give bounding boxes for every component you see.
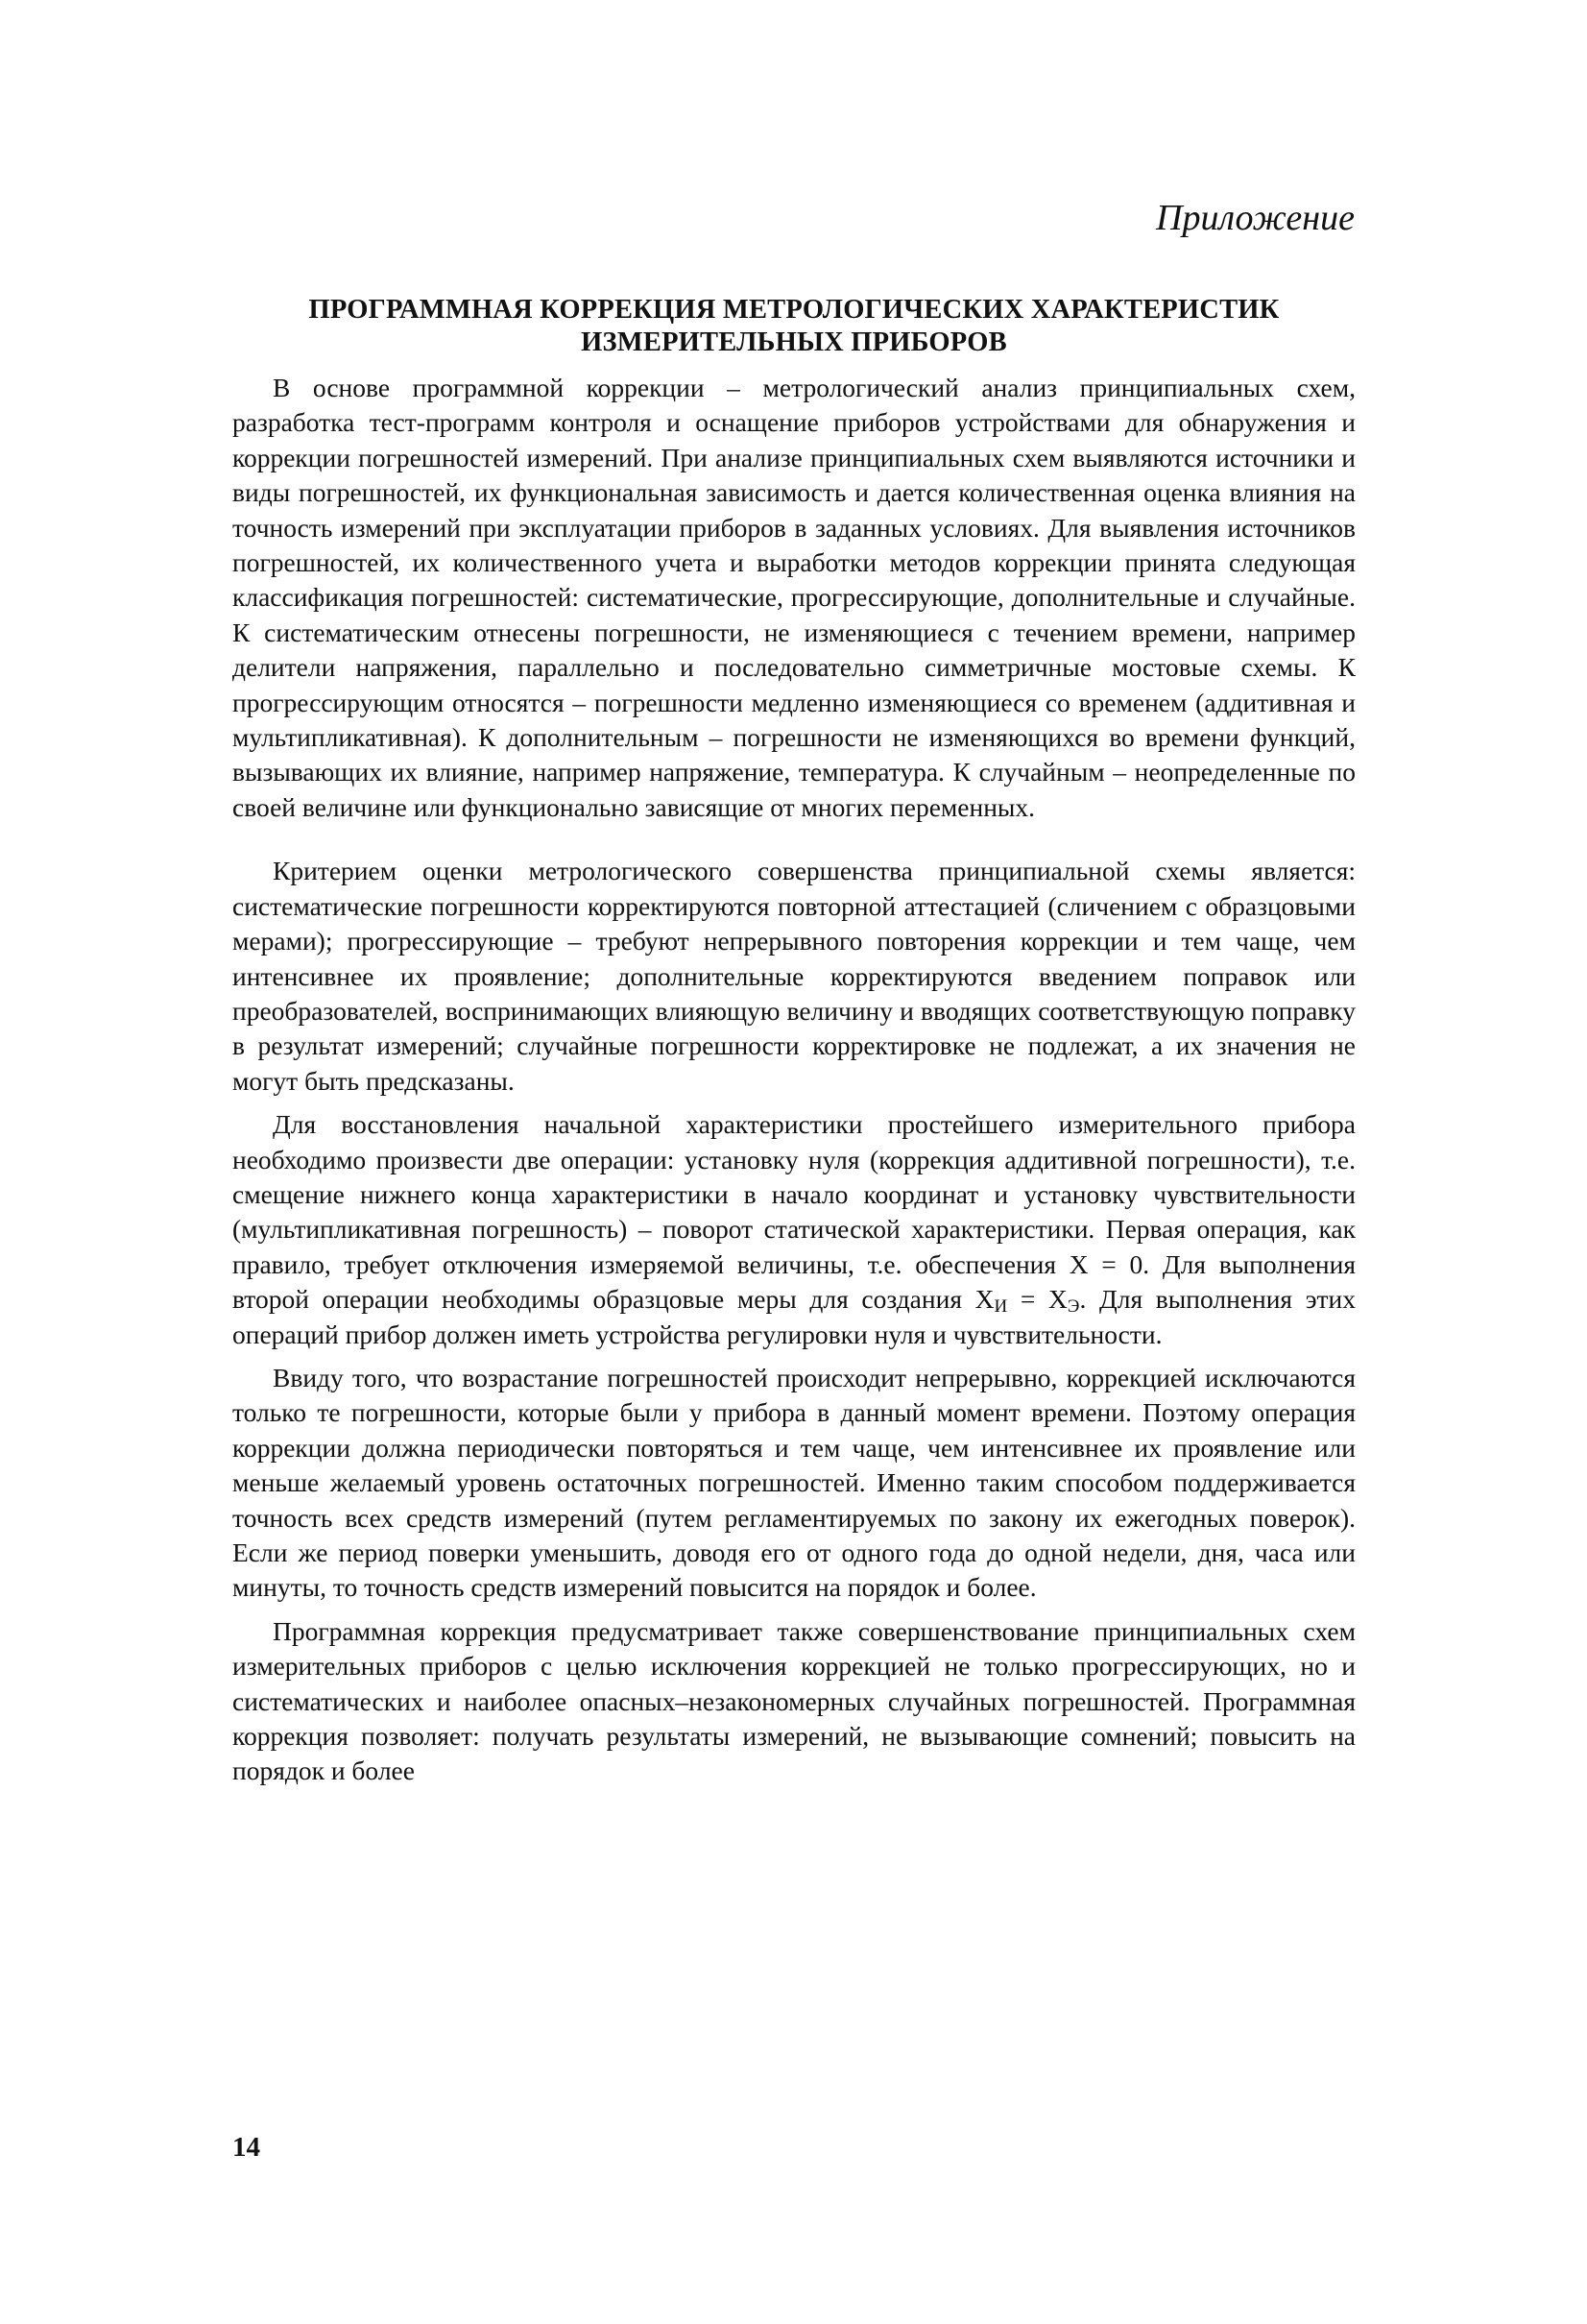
subscript-measured: И [994,1296,1008,1318]
paragraph-1: В основе программной коррекции – метрологический анализ принципиальных схем, разработка тест-программ контроля и оснащение приборов устройствами для обнаружения и коррекции погрешностей измерений. При анализе принципиальных схем выявляются источники и виды погрешностей, их функциональная зависимость и дается количественная оценка влияния на точность измерений при эксплуатации приборов в заданных условиях. Для выявления источников погрешностей, их количественного учета и выработки методов коррекции принята следующая классификация погрешностей: систематические, прогрессирующие, дополнительные и случайные. К систематическим отнесены погрешности, не изменяющиеся с течением времени, например делители напряжения, параллельно и последовательно симметричные мостовые схемы. К прогрессирующим относятся – погрешности медленно изменяющиеся со временем (аддитивная и мультипликативная). К дополнительным – погрешности не изменяющихся во времени функций, вызывающих их влияние, например напряжение, температура. К случайным – неопределенные по своей величине или функционально зависящие от многих переменных. [232,373,1356,822]
subscript-reference: Э [1067,1296,1080,1318]
paragraph-3 [232,1107,1356,1352]
section-title [232,294,1356,359]
paragraph-5: Программная коррекция предусматривает также совершенствование принципиальных схем измерительных приборов с целью исключения коррекцией не только прогрессирующих, но и систематических и наиболее опасных–незакономерных случайных погрешностей. Программная коррекция позволяет: получать результаты измерений, не вызывающие сомнений; повысить на порядок и более [232,1615,1356,1786]
section-title-line-2: ИЗМЕРИТЕЛЬНЫХ ПРИБОРОВ [581,327,1007,357]
running-head: Приложение [1156,198,1355,238]
paragraph-3-tail: . Для выполнения этих операций прибор должен иметь устройства регулировки нуля и чувствительности. [232,1284,1357,1349]
paragraph-4: Ввиду того, что возрастание погрешностей происходит непрерывно, коррекцией исключаются только те погрешности, которые были у прибора в данный момент времени. Поэтому операция коррекции должна периодически повторяться и тем чаще, чем интенсивнее их проявление или меньше желаемый уровень остаточных погрешностей. Именно таким способом поддерживается точность всех средств измерений (путем регламентируемых по закону их ежегодных поверок). Если же период поверки уменьшить, доводя его от одного года до одной недели, дня, часа или минуты, то точность средств измерений повысится на порядок и более. [232,1362,1356,1603]
section-title-line-1: ПРОГРАММНАЯ КОРРЕКЦИЯ МЕТРОЛОГИЧЕСКИХ ХАРАКТЕРИСТИК [308,295,1280,325]
page-number: 14 [232,2132,260,2163]
paragraph-3-text: Для восстановления начальной характеристики простейшего измерительного прибора необходимо произвести две операции: установку нуля (коррекция аддитивной погрешности), т.е. смещение нижнего конца характеристики в начало координат и установку чувствительности (мультипликативная погрешность) – поворот статической характеристики. Первая операция, как правило, требует отключения измеряемой величины, т.е. обеспечения X = 0. Для выполнения второй операции необходимы образцовые меры для создания X [232,1109,1356,1315]
formula-equals: = X [1007,1284,1068,1315]
paragraph-2: Критерием оценки метрологического совершенства принципиальной схемы является: систематические погрешности корректируются повторной аттестацией (сличением с образцовыми мерами); прогрессирующие – требуют непрерывного повторения коррекции и тем чаще, чем интенсивнее их проявление; дополнительные корректируются введением поправок или преобразователей, воспринимающих влияющую величину и вводящих соответствующую поправку в результат измерений; случайные погрешности корректировке не подлежат, а их значения не могут быть предсказаны. [232,856,1356,1096]
body-text [232,371,1356,1798]
